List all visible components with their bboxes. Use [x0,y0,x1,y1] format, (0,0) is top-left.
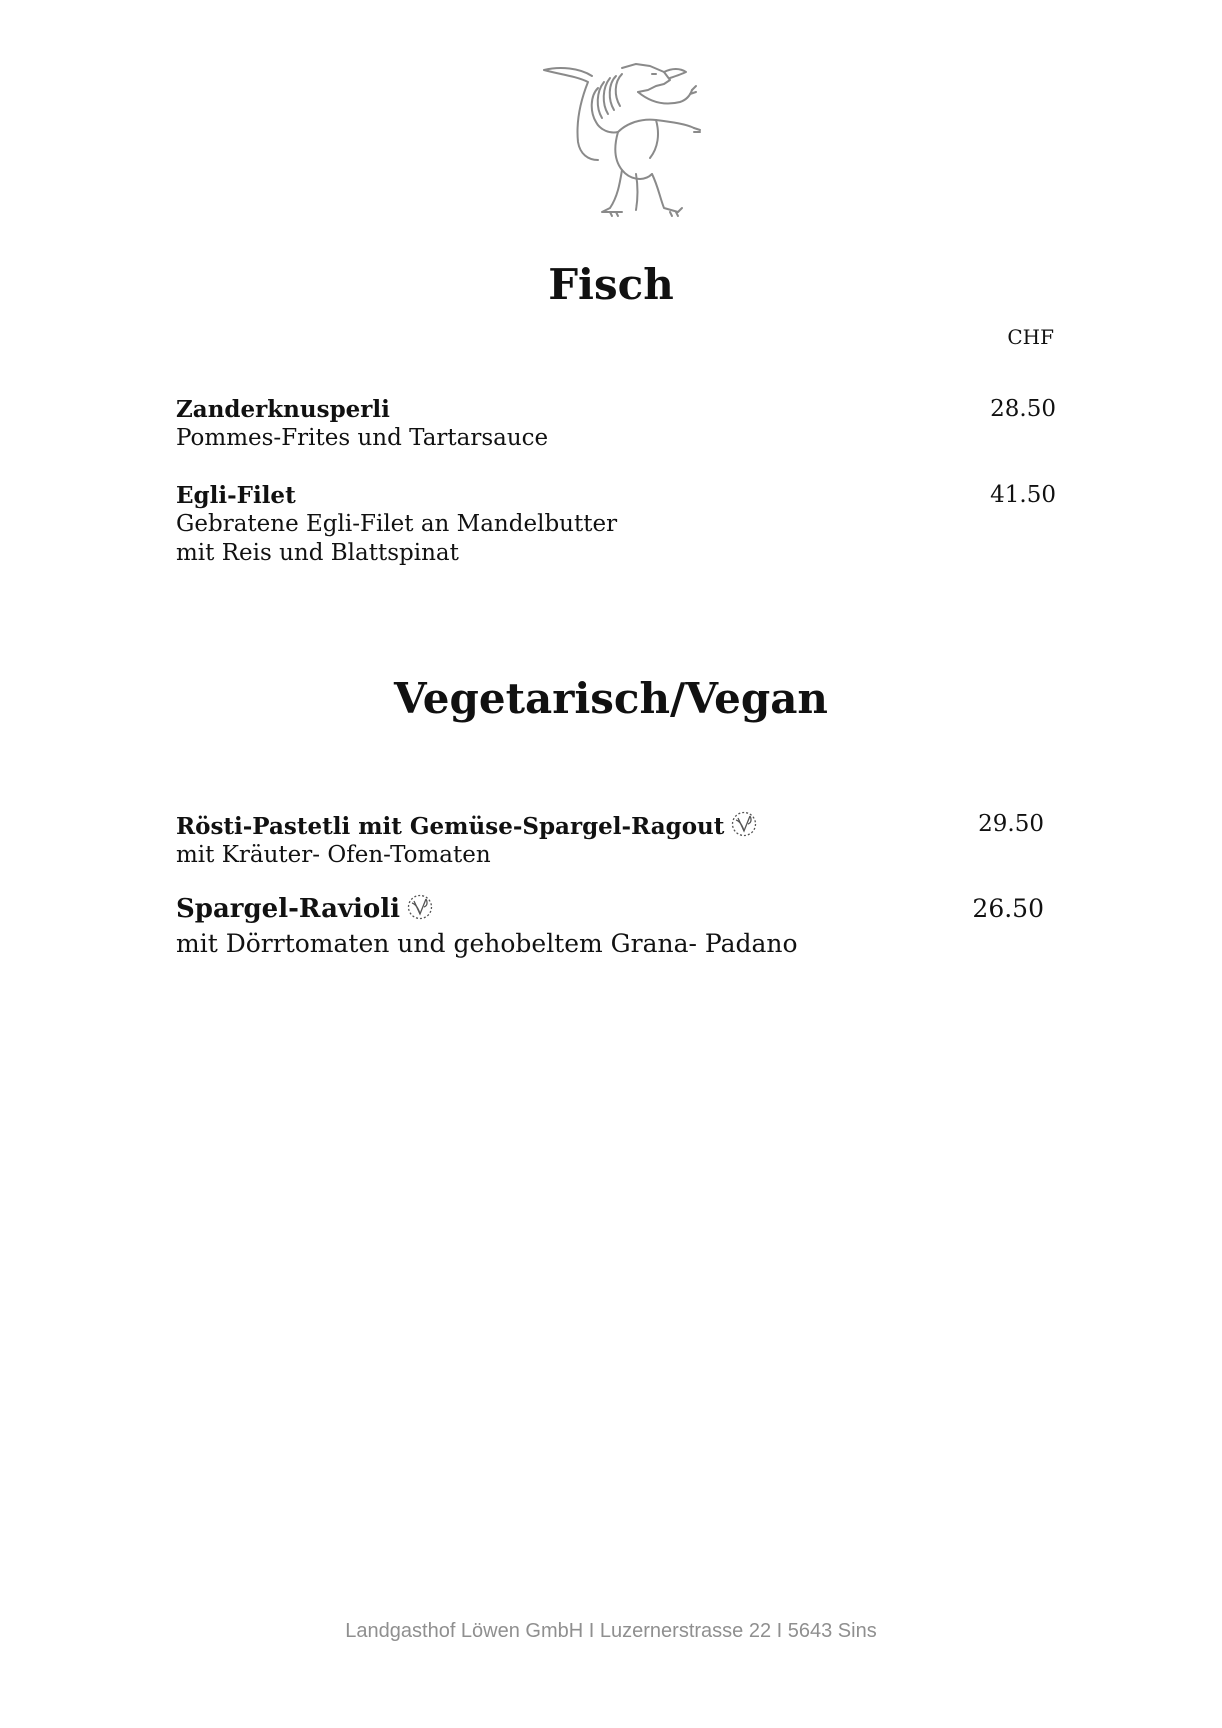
vegan-leaf-icon [730,810,758,838]
lion-logo [540,62,720,224]
menu-item [176,481,1056,568]
item-name: Egli-Filet [176,482,296,509]
vegan-leaf-icon [406,893,434,921]
lion-rampant-icon [540,62,720,224]
item-name-row [176,810,1056,841]
item-description: mit Dörrtomaten und gehobeltem Grana- Padano [176,929,798,958]
item-price: 28.50 [990,396,1056,422]
item-price: 41.50 [990,482,1056,508]
menu-item [176,892,1056,962]
item-price: 26.50 [972,894,1044,923]
footer-address: Landgasthof Löwen GmbH I Luzernerstrasse 22 I 5643 Sins [345,1620,877,1642]
section-title-fisch: Fisch [548,260,674,309]
item-description: mit Kräuter- Ofen-Tomaten [176,842,491,868]
item-description: Gebratene Egli-Filet an Mandelbutter [176,511,618,537]
item-name: Rösti-Pastetli mit Gemüse-Spargel-Ragout [176,813,725,840]
item-name-row [176,892,1056,926]
menu-item [176,810,1056,870]
currency-label: CHF [1007,325,1054,349]
item-name: Spargel-Ravioli [176,894,401,924]
section-title-vegetarisch-vegan: Vegetarisch/Vegan [394,674,828,723]
item-description: mit Reis und Blattspinat [176,540,459,566]
item-description: Pommes-Frites und Tartarsauce [176,425,549,451]
menu-item [176,395,1056,453]
item-name: Zanderknusperli [176,396,390,423]
item-price: 29.50 [978,811,1044,837]
